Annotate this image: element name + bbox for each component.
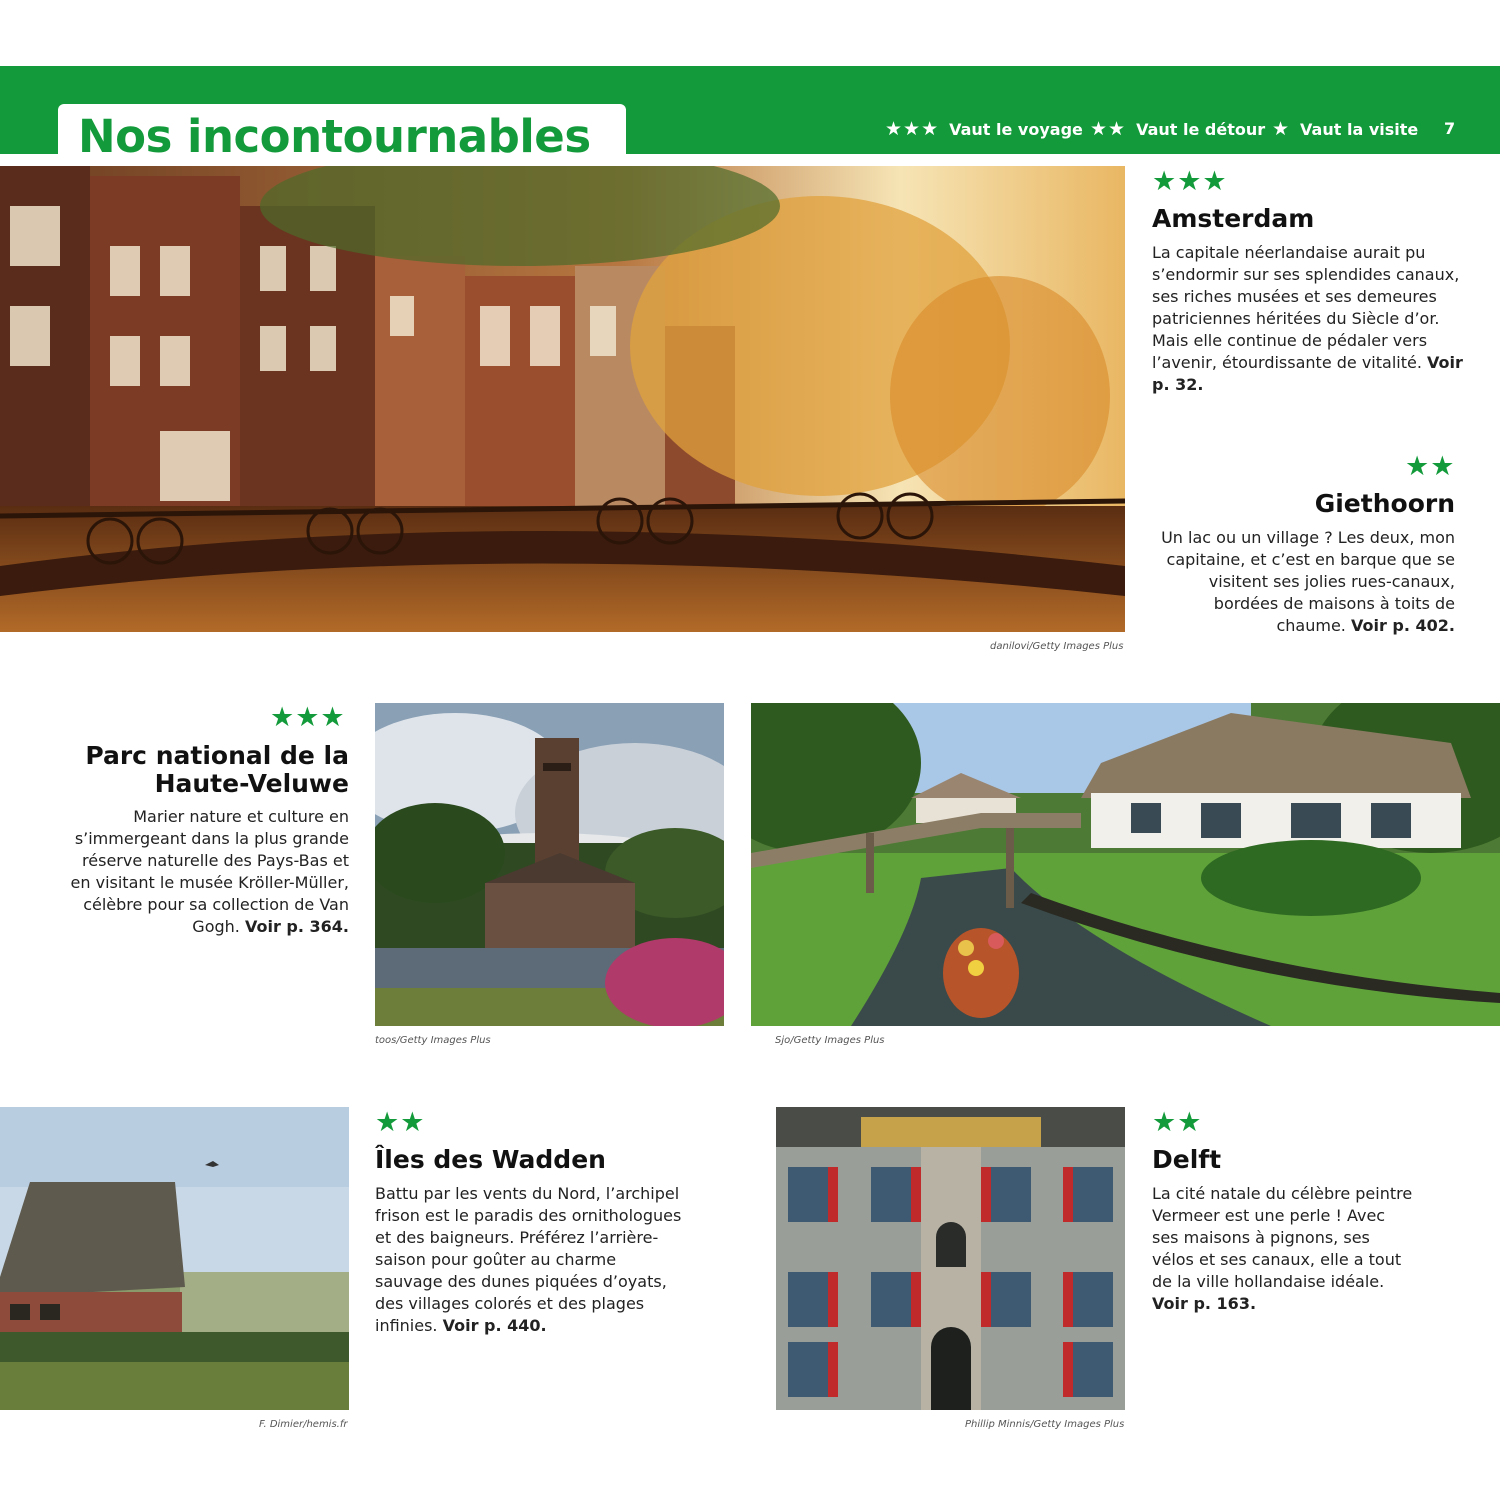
photo-credit: F. Dimier/hemis.fr bbox=[259, 1419, 348, 1430]
legend-label: Vaut le détour bbox=[1136, 120, 1266, 139]
entry-title-amsterdam: Amsterdam bbox=[1152, 204, 1315, 233]
entry-title-wadden: Îles des Wadden bbox=[375, 1145, 606, 1174]
legend-label: Vaut la visite bbox=[1300, 120, 1419, 139]
photo-credit: Phillip Minnis/Getty Images Plus bbox=[965, 1419, 1125, 1430]
entry-title-giethoorn: Giethoorn bbox=[1314, 489, 1455, 518]
two-star-icon: ★★ bbox=[1090, 118, 1127, 140]
page-reference: Voir p. 440. bbox=[442, 1316, 547, 1335]
veluwe-photo bbox=[375, 703, 724, 1026]
entry-title-veluwe: Parc national de la Haute-Veluwe bbox=[85, 741, 349, 798]
page-reference: Voir p. 163. bbox=[1152, 1294, 1257, 1313]
page-number: 7 bbox=[1444, 119, 1456, 138]
three-star-icon: ★★★ bbox=[885, 118, 940, 140]
delft-photo bbox=[776, 1107, 1125, 1410]
entry-description: Un lac ou un village ? Les deux, mon capitaine, et c’est en barque que se visitent ses jolies rues-canaux, bordées de maisons à toits de chaume. bbox=[1161, 528, 1455, 635]
page-reference: Voir p. 402. bbox=[1350, 616, 1455, 635]
entry-description: La capitale néerlandaise aurait pu s’endormir sur ses splendides canaux, ses riches musées et ses demeures patriciennes héritées du Siècle d’or. Mais elle continue de pédaler vers l’avenir, étourdissante de vitalité. bbox=[1152, 243, 1460, 372]
photo-credit: toos/Getty Images Plus bbox=[375, 1035, 491, 1046]
entry-description: Battu par les vents du Nord, l’archipel frison est le paradis des ornithologues et des baigneurs. Préférez l’arrière-saison pour goûter au charme sauvage des dunes piquées d’oyats, des villages colorés et des plages infinies. bbox=[375, 1184, 682, 1335]
legend-three-stars bbox=[885, 116, 1083, 142]
amsterdam-photo bbox=[0, 166, 1125, 632]
one-star-icon: ★ bbox=[1272, 118, 1291, 140]
three-star-icon: ★★★ bbox=[1152, 166, 1228, 197]
entry-description: La cité natale du célèbre peintre Vermeer est une perle ! Avec ses maisons à pignons, ses vélos et ses canaux, elle a tout de la ville hollandaise idéale. bbox=[1152, 1184, 1413, 1291]
two-star-icon: ★★ bbox=[1152, 1107, 1203, 1138]
wadden-photo bbox=[0, 1107, 349, 1410]
entry-description: Marier nature et culture en s’immergeant dans la plus grande réserve naturelle des Pays-Bas et en visitant le musée Kröller-Müller, célèbre pour sa collection de Van Gogh. bbox=[70, 807, 349, 936]
legend-two-stars bbox=[1090, 116, 1265, 142]
legend-one-star bbox=[1272, 116, 1418, 142]
entry-text-wadden bbox=[375, 1183, 687, 1337]
entry-text-giethoorn bbox=[1150, 527, 1455, 637]
photo-credit: Sjo/Getty Images Plus bbox=[775, 1035, 885, 1046]
giethoorn-photo bbox=[751, 703, 1500, 1026]
two-star-icon: ★★ bbox=[375, 1107, 426, 1138]
page-reference: Voir p. 32. bbox=[1152, 353, 1463, 394]
entry-text-veluwe bbox=[60, 806, 349, 938]
entry-title-delft: Delft bbox=[1152, 1145, 1222, 1174]
photo-credit: danilovi/Getty Images Plus bbox=[990, 641, 1124, 652]
page-title: Nos incontournables bbox=[78, 110, 591, 163]
entry-text-amsterdam bbox=[1152, 242, 1472, 396]
three-star-icon: ★★★ bbox=[270, 702, 346, 733]
two-star-icon: ★★ bbox=[1405, 451, 1456, 482]
entry-text-delft bbox=[1152, 1183, 1414, 1315]
page-reference: Voir p. 364. bbox=[244, 917, 349, 936]
legend-label: Vaut le voyage bbox=[949, 120, 1083, 139]
